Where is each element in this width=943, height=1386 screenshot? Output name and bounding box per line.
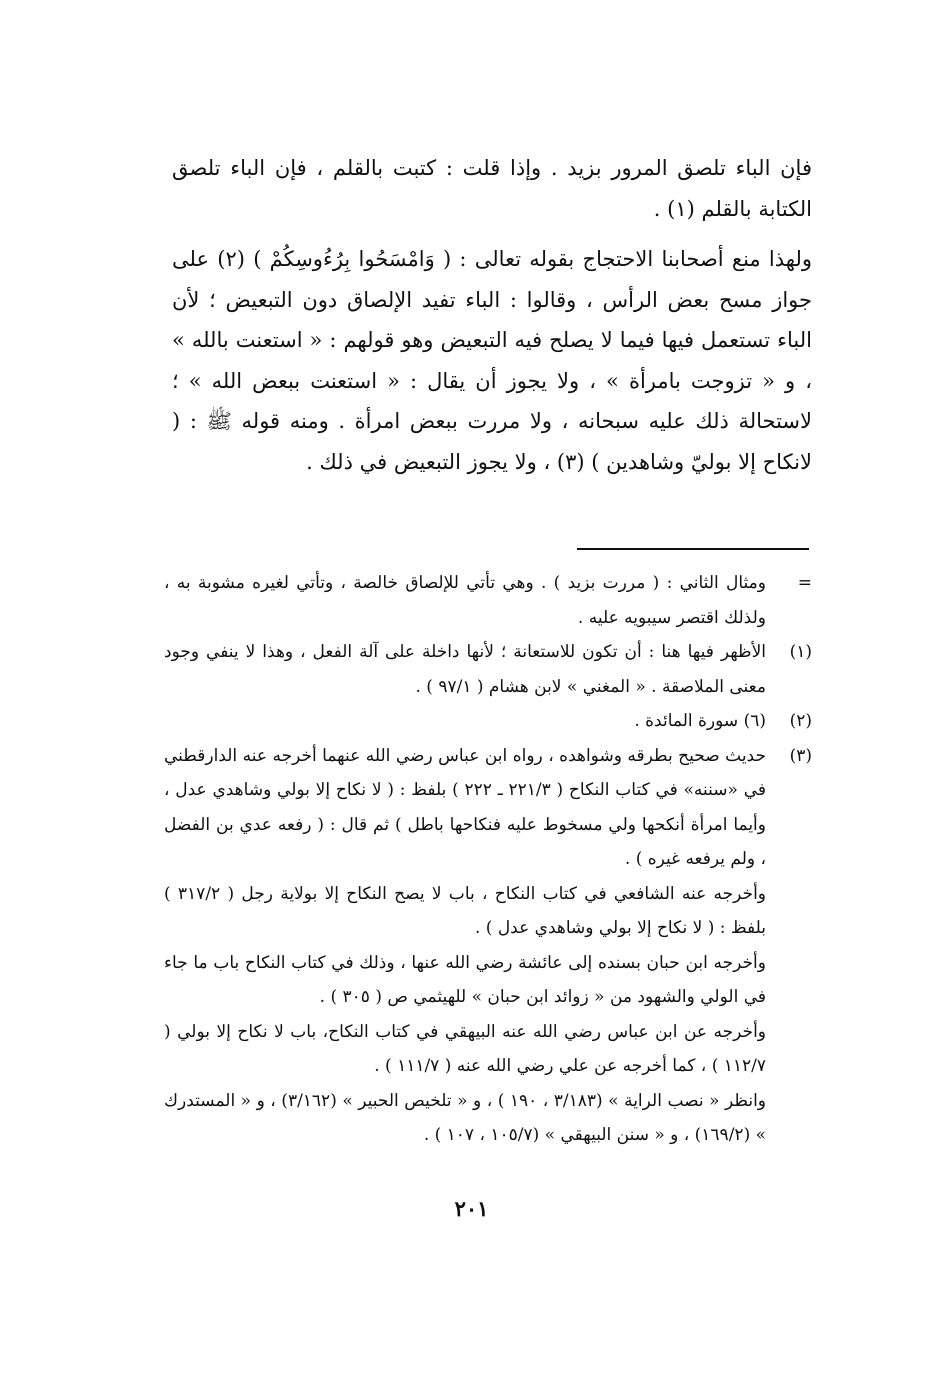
footnote-text (164, 635, 766, 704)
footnote-marker: (٣) (789, 745, 812, 766)
footnote-marker: = (797, 573, 812, 593)
footnote-marker: (١) (789, 642, 812, 662)
footnote-line: الأظهر فيها هنا : أن تكون للاستعانة ؛ لأنها داخلة على آلة الفعل ، وهذا لا ينفي وجود معنى الملاصقة . « المغني » لابن هشام ( ٩٧/١ ) . (164, 642, 766, 697)
footnote-text (164, 704, 766, 739)
main-text (172, 148, 812, 482)
footnote-line: وأخرجه ابن حبان بسنده إلى عائشة رضي الله عنها ، وذلك في كتاب النكاح باب ما جاء في الولي والشهود من « زوائد ابن حبان » للهيثمي ص ( ٣٠٥ ) . (164, 952, 766, 1007)
paragraph-1: فإن الباء تلصق المرور بزيد . وإذا قلت : كتبت بالقلم ، فإن الباء تلصق الكتابة بالقلم (١) . (172, 156, 812, 221)
footnote-line: وأخرجه عنه الشافعي في كتاب النكاح ، باب لا يصح النكاح إلا بولاية رجل ( ٣١٧/٢ ) بلفظ : ( لا نكاح إلا بولي وشاهدي عدل ) . (164, 883, 766, 938)
footnotes (164, 566, 812, 1153)
footnote-line: وانظر « نصب الراية » (٣/١٨٣ ، ١٩٠ ) ، و « تلخيص الحبير » (٣/١٦٢) ، و « المستدرك » (١٦٩/٢) ، و « سنن البيهقي » (١٠٥/٧ ، ١٠٧ ) . (164, 1090, 767, 1145)
footnote-line: وأخرجه عن ابن عباس رضي الله عنه البيهقي في كتاب النكاح، باب لا نكاح إلا بولي ( ١١٢/٧ ) ، كما أخرجه عن علي رضي الله عنه ( ١١١/٧ ) . (164, 1021, 766, 1076)
footnote-line: ومثال الثاني : ( مررت بزيد ) . وهي تأتي للإلصاق خالصة ، وتأتي لغيره مشوبة به ، ولذلك اقتصر سيبويه عليه . (164, 573, 766, 628)
footnote-line: (٦) سورة المائدة . (634, 711, 766, 731)
footnote-continuation (164, 566, 812, 635)
footnote-line: حديث صحيح بطرقه وشواهده ، رواه ابن عباس رضي الله عنهما أخرجه عنه الدارقطني في «سننه» في كتاب النكاح ( ٢٢١/٣ ـ ٢٢٢ ) بلفظ : ( لا نكاح إلا بولي وشاهدي عدل ، وأيما امرأة أنكحها ولي مسخوط عليه فنكاحها باطل ) ثم قال : ( رفعه عدي بن الفضل ، ولم يرفعه غيره ) . (164, 745, 766, 869)
footnote-text (164, 739, 766, 1153)
paragraph-2: ولهذا منع أصحابنا الاحتجاج بقوله تعالى : ( وَامْسَحُوا بِرُءُوسِكُمْ ) (٢) على جواز مسح بعض الرأس ، وقالوا : الباء تفيد الإلصاق دون التبعيض ؛ لأن الباء تستعمل فيها فيما لا يصلح فيه التبعيض وهو قولهم : « استعنت بالله » ، و « تزوجت بامرأة » ، ولا يجوز أن يقال : « استعنت ببعض الله » ؛ لاستحالة ذلك عليه سبحانه ، ولا مررت ببعض امرأة . ومنه قوله ﷺ : ( لانكاح إلا بوليّ وشاهدين ) (٣) ، ولا يجوز التبعيض في ذلك . (172, 247, 813, 474)
page-number: ٢٠١ (454, 1196, 489, 1221)
footnote-separator (577, 548, 809, 550)
footnote-1 (164, 635, 812, 704)
footnote-3 (164, 739, 812, 1153)
footnote-text (164, 566, 766, 635)
footnote-marker: (٢) (789, 711, 812, 731)
footnote-2 (164, 704, 812, 739)
